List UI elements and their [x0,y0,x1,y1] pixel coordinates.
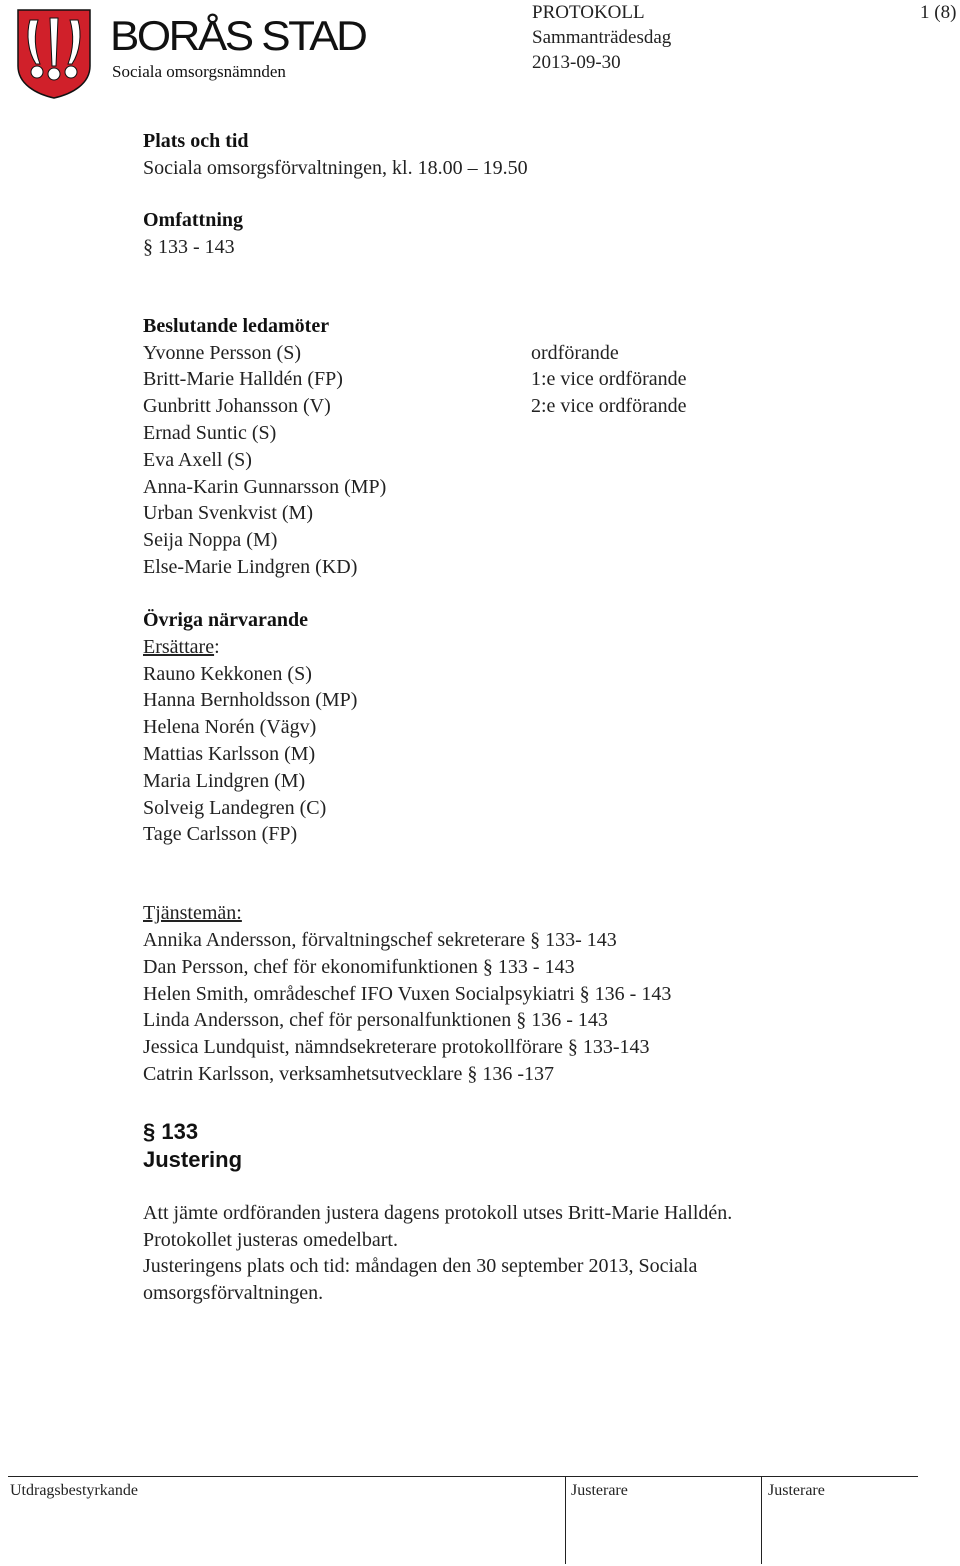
member-item: Yvonne Persson (S) [143,341,301,364]
tjanstemän-item: Linda Andersson, chef för personalfunktionen § 136 - 143 [143,1009,608,1032]
paragraph-line: Protokollet justeras omedelbart. [143,1228,398,1251]
ersattare-item: Hanna Bernholdsson (MP) [143,689,358,712]
plats-text: Sociala omsorgsförvaltningen, kl. 18.00 – 19.50 [143,157,528,179]
paragraph-line: omsorgsförvaltningen. [143,1282,324,1305]
ersattare-list [143,661,923,849]
tjanstemän-list [143,927,923,1088]
role-item: 1:e vice ordförande [531,368,687,391]
plats-heading: Plats och tid [143,130,249,152]
footer-column-divider [761,1476,762,1564]
brand-subtitle: Sociala omsorgsnämnden [112,62,286,81]
ovriga-heading: Övriga närvarande [143,608,308,631]
role-item: ordförande [531,341,619,364]
meeting-type: Sammanträdesdag [532,27,672,48]
ersattare-label-text: Ersättare [143,635,215,658]
footer-justerare-2: Justerare [768,1482,825,1499]
coat-of-arms-icon [14,8,94,100]
doc-type: PROTOKOLL [532,2,645,23]
member-item: Urban Svenkvist (M) [143,502,313,525]
member-item: Anna-Karin Gunnarsson (MP) [143,475,387,498]
tjanstemän-item: Catrin Karlsson, verksamhetsutvecklare § 136 -137 [143,1062,555,1085]
tjanstemän-item: Helen Smith, områdeschef IFO Vuxen Socialpsykiatri § 136 - 143 [143,982,672,1005]
footer-divider [8,1476,918,1477]
tjanstemän-item: Dan Persson, chef för ekonomifunktionen § 133 - 143 [143,955,575,978]
tjanstemän-item: Annika Andersson, förvaltningschef sekreterare § 133- 143 [143,928,617,951]
member-item: Else-Marie Lindgren (KD) [143,555,358,578]
footer-justerare-1: Justerare [571,1482,628,1499]
ersattare-label [143,634,923,661]
footer-column-divider [565,1476,566,1564]
ersattare-item: Solveig Landegren (C) [143,796,327,819]
footer-utdragsbestyrkande: Utdragsbestyrkande [10,1482,138,1499]
ersattare-item: Helena Norén (Vägv) [143,716,317,739]
ersattare-item: Rauno Kekkonen (S) [143,662,312,685]
brand-name: BORÅS STAD [110,13,366,60]
signature-footer [8,1476,918,1566]
tjanstemän-item: Jessica Lundquist, nämndsekreterare protokollförare § 133-143 [143,1036,650,1059]
ersattare-item: Tage Carlsson (FP) [143,823,298,846]
meeting-date: 2013-09-30 [532,52,621,73]
role-item: 2:e vice ordförande [531,395,687,418]
ersattare-item: Mattias Karlsson (M) [143,742,316,765]
omfattning-text: § 133 - 143 [143,235,235,258]
protocol-body [143,128,923,1307]
member-item: Britt-Marie Halldén (FP) [143,368,343,391]
paragraph-line: Att jämte ordföranden justera dagens protokoll utses Britt-Marie Halldén. [143,1201,733,1224]
member-item: Gunbritt Johansson (V) [143,395,331,418]
paragraph-number: § 133 [143,1118,199,1144]
member-item: Ernad Suntic (S) [143,421,277,444]
member-item: Eva Axell (S) [143,448,252,471]
document-info [532,0,671,75]
coat-of-arms-logo [14,8,94,100]
paragraph-line: Justeringens plats och tid: måndagen den 30 september 2013, Sociala [143,1255,698,1278]
page-number: 1 (8) [920,2,957,23]
omfattning-heading: Omfattning [143,208,243,231]
paragraph-text [143,1200,923,1307]
beslutande-heading: Beslutande ledamöter [143,314,330,337]
ersattare-label-colon: : [214,635,220,658]
paragraph-title: Justering [143,1146,243,1172]
ersattare-item: Maria Lindgren (M) [143,769,306,792]
member-item: Seija Noppa (M) [143,529,278,552]
beslutande-section [143,313,923,581]
tjanstemän-label: Tjänstemän: [143,902,242,925]
role-list [531,340,686,420]
